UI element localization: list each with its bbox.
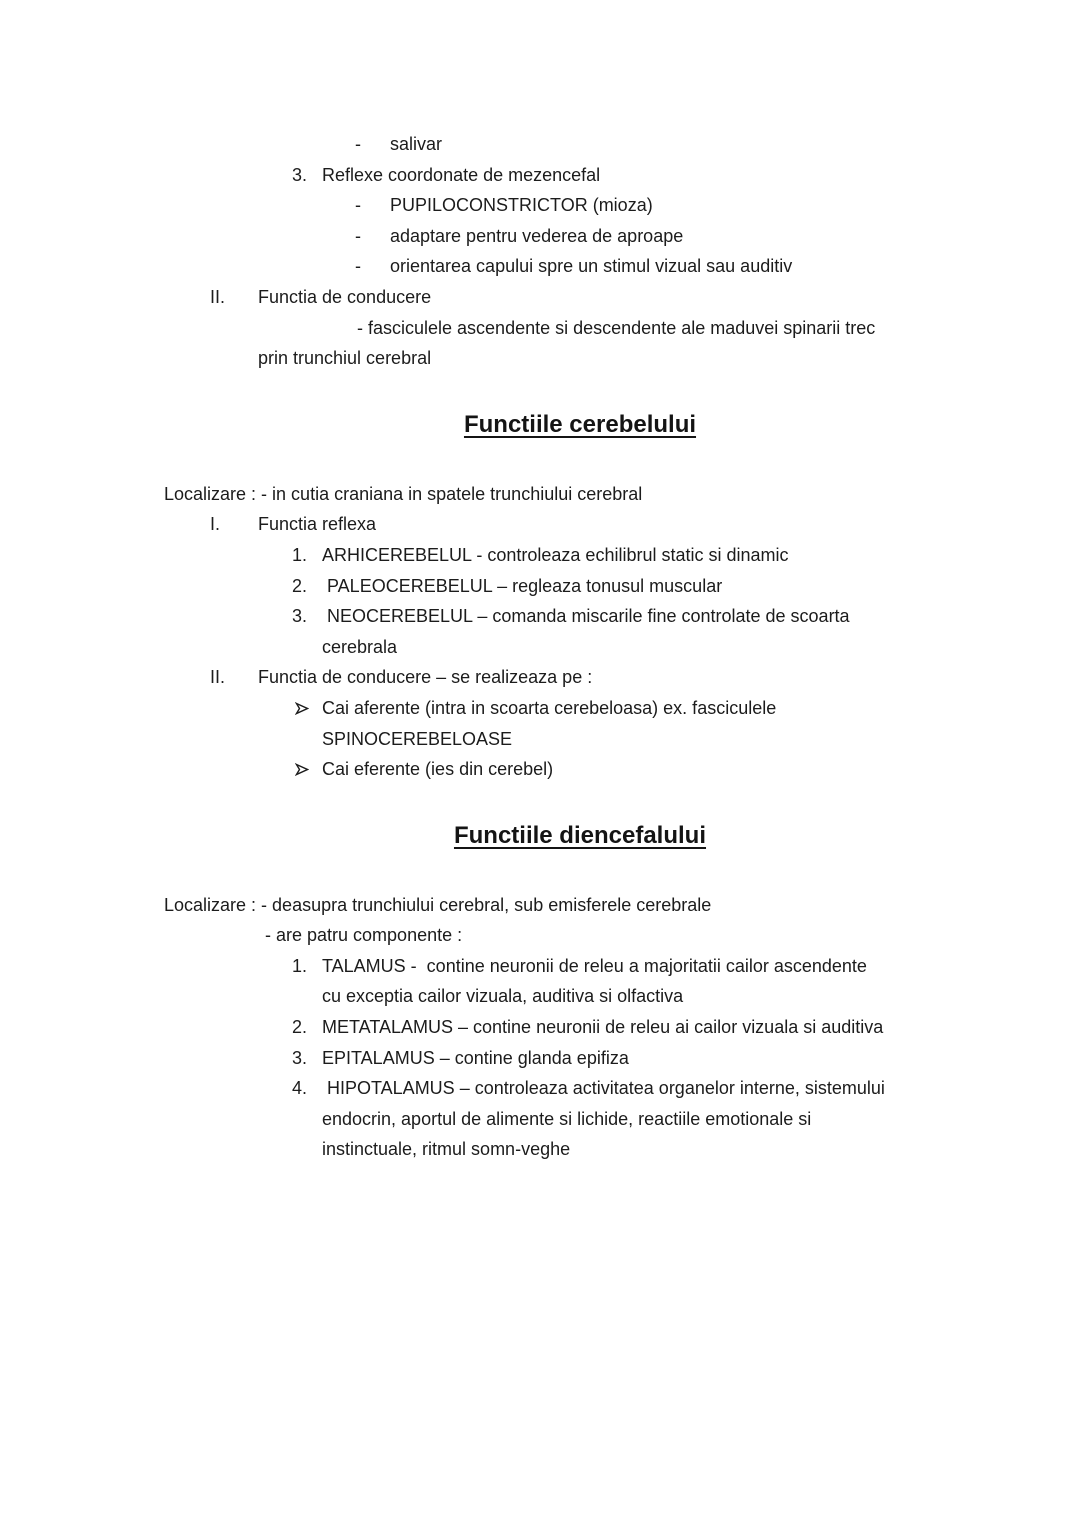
text-line — [164, 1134, 996, 1165]
line-text: endocrin, aportul de alimente si lichide, reactiile emotionale si — [322, 1108, 812, 1129]
section-title: Functiile diencefalului — [453, 821, 707, 849]
list-marker: - — [355, 134, 361, 154]
line-text: instinctuale, ritmul somn-veghe — [322, 1139, 571, 1160]
text-line — [164, 1073, 996, 1104]
list-marker: 3. — [292, 606, 308, 627]
text-line — [164, 724, 996, 755]
text-line — [164, 951, 996, 982]
text-line — [164, 190, 996, 221]
line-text: Functia reflexa — [258, 514, 377, 535]
text-line — [164, 1104, 996, 1135]
line-text: - are patru componente : — [265, 925, 463, 946]
list-marker: - — [355, 225, 361, 246]
text-line — [164, 632, 996, 663]
text-line — [164, 160, 996, 191]
text-line — [164, 251, 996, 282]
section-heading — [164, 408, 996, 443]
list-marker: 1. — [292, 544, 308, 565]
list-marker: I. — [210, 514, 221, 535]
section-title: Functiile cerebelului — [463, 410, 697, 438]
list-marker: 1. — [292, 955, 308, 976]
list-marker: 4. — [292, 1078, 308, 1099]
text-line — [164, 571, 996, 602]
line-text: Reflexe coordonate de mezencefal — [322, 164, 601, 185]
text-line — [164, 343, 996, 374]
line-text: orientarea capului spre un stimul vizual sau auditiv — [390, 256, 793, 277]
line-text: ARHICEREBELUL - controleaza echilibrul static si dinamic — [322, 544, 789, 565]
line-text: Cai eferente (ies din cerebel) — [322, 759, 554, 780]
arrow-bullet-icon — [295, 754, 322, 785]
list-marker: II. — [210, 667, 226, 688]
line-text: Cai aferente (intra in scoarta cerebeloasa) ex. fasciculele — [322, 697, 777, 718]
line-text: PALEOCEREBELUL – regleaza tonusul muscular — [322, 575, 723, 596]
line-text: TALAMUS - contine neuronii de releu a majoritatii cailor ascendente — [322, 955, 867, 976]
list-marker: - — [355, 195, 361, 216]
line-text: prin trunchiul cerebral — [258, 348, 432, 369]
text-line — [164, 601, 996, 632]
text-line — [164, 540, 996, 571]
line-text: - fasciculele ascendente si descendente ale maduvei spinarii trec — [357, 317, 876, 338]
text-line — [164, 221, 996, 252]
list-marker: - — [355, 256, 361, 277]
text-line — [164, 479, 996, 510]
line-text: cu exceptia cailor vizuala, auditiva si olfactiva — [322, 986, 684, 1007]
line-text: HIPOTALAMUS – controleaza activitatea organelor interne, sistemului — [322, 1078, 885, 1099]
text-line — [164, 662, 996, 693]
text-line — [164, 693, 996, 724]
line-text: Localizare : - in cutia craniana in spatele trunchiului cerebral — [164, 483, 643, 504]
line-text: Functia de conducere – se realizeaza pe : — [258, 667, 593, 688]
line-text: Localizare : - deasupra trunchiului cerebral, sub emisferele cerebrale — [164, 894, 712, 915]
text-line — [164, 129, 996, 160]
list-marker: 2. — [292, 575, 308, 596]
text-line — [164, 509, 996, 540]
text-line — [164, 313, 996, 344]
text-line — [164, 754, 996, 785]
line-text: adaptare pentru vederea de aproape — [390, 225, 684, 246]
line-text: salivar — [390, 134, 443, 154]
line-text: cerebrala — [322, 636, 398, 657]
line-text: PUPILOCONSTRICTOR (mioza) — [390, 195, 653, 216]
text-line — [164, 282, 996, 313]
list-marker: II. — [210, 286, 226, 307]
text-line — [164, 981, 996, 1012]
line-text: EPITALAMUS – contine glanda epifiza — [322, 1047, 629, 1068]
text-line — [164, 1043, 996, 1074]
section-heading — [164, 819, 996, 854]
list-marker: 2. — [292, 1017, 308, 1038]
line-text: NEOCEREBELUL – comanda miscarile fine controlate de scoarta — [322, 606, 850, 627]
line-text: SPINOCEREBELOASE — [322, 728, 513, 749]
text-line — [164, 1012, 996, 1043]
list-marker: 3. — [292, 164, 308, 185]
line-text: Functia de conducere — [258, 286, 432, 307]
text-line — [164, 890, 996, 921]
list-marker: 3. — [292, 1047, 308, 1068]
line-text: METATALAMUS – contine neuronii de releu ai cailor vizuala si auditiva — [322, 1017, 884, 1038]
arrow-bullet-icon — [295, 693, 322, 724]
text-line — [164, 920, 996, 951]
